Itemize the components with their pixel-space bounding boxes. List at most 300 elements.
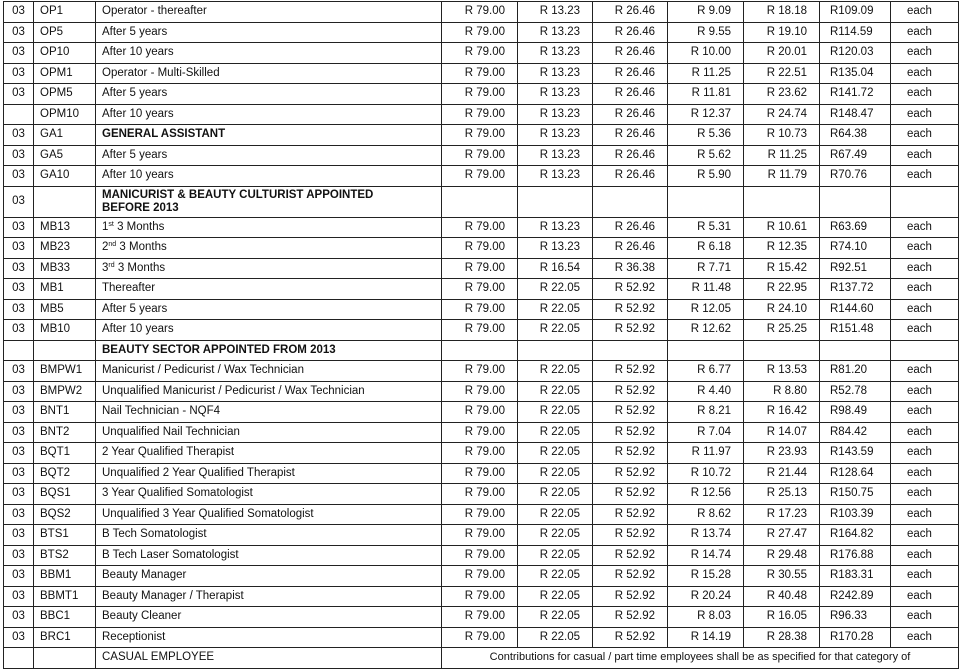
amount-cell: R 26.46 [593,84,668,105]
code-cell: MB10 [34,320,96,341]
amount-cell [518,340,593,361]
unit-cell: each [891,443,959,464]
amount-cell [442,340,518,361]
amount-cell: R 79.00 [442,22,518,43]
amount-cell: R 10.61 [744,217,820,238]
description-cell [96,320,442,341]
amount-cell: R 20.24 [668,586,744,607]
amount-cell: R 15.42 [744,258,820,279]
total-cell: R84.42 [820,422,891,443]
amount-cell [442,186,518,217]
amount-cell: R 22.05 [518,525,593,546]
amount-cell: R 26.46 [593,43,668,64]
description-text: Beauty Manager / Therapist [102,589,244,602]
amount-cell: R 52.92 [593,566,668,587]
table-row [4,43,959,64]
description-text: After 5 years [102,25,168,38]
description-cell [96,381,442,402]
area-cell: 03 [4,279,34,300]
amount-cell: R 14.07 [744,422,820,443]
description-cell [96,258,442,279]
description-cell [96,443,442,464]
total-cell: R114.59 [820,22,891,43]
area-cell: 03 [4,63,34,84]
amount-cell: R 17.23 [744,504,820,525]
amount-cell: R 79.00 [442,463,518,484]
amount-cell: R 13.53 [744,361,820,382]
amount-cell: R 11.48 [668,279,744,300]
amount-cell: R 30.55 [744,566,820,587]
code-cell: MB33 [34,258,96,279]
amount-cell: R 26.46 [593,104,668,125]
amount-cell: R 12.62 [668,320,744,341]
amount-cell: R 9.09 [668,2,744,23]
unit-cell: each [891,166,959,187]
amount-cell: R 14.19 [668,627,744,648]
table-body [4,2,959,648]
description-text: After 5 years [102,148,168,161]
area-cell: 03 [4,22,34,43]
area-cell: 03 [4,84,34,105]
total-cell: R170.28 [820,627,891,648]
amount-cell: R 7.04 [668,422,744,443]
amount-cell: R 26.46 [593,166,668,187]
amount-cell: R 79.00 [442,125,518,146]
description-cell [96,186,442,217]
description-cell [96,217,442,238]
code-cell: BBC1 [34,607,96,628]
amount-cell: R 23.93 [744,443,820,464]
area-cell: 03 [4,145,34,166]
table-row [4,279,959,300]
unit-cell: each [891,566,959,587]
table-row [4,63,959,84]
amount-cell: R 79.00 [442,2,518,23]
amount-cell: R 26.46 [593,217,668,238]
amount-cell: R 6.77 [668,361,744,382]
ordinal-suffix: st [108,220,114,228]
description-text: Beauty Manager [102,569,187,582]
amount-cell: R 79.00 [442,566,518,587]
area-cell: 03 [4,484,34,505]
code-cell: MB1 [34,279,96,300]
contribution-table [3,1,959,669]
description-cell [96,525,442,546]
code-cell: OPM1 [34,63,96,84]
amount-cell: R 36.38 [593,258,668,279]
code-cell: GA10 [34,166,96,187]
amount-cell: R 26.46 [593,238,668,259]
amount-cell: R 12.35 [744,238,820,259]
amount-cell: R 79.00 [442,402,518,423]
description-text: 3 Months [117,261,166,274]
code-cell: BBMT1 [34,586,96,607]
ordinal-number: 3 [102,261,109,274]
amount-cell: R 79.00 [442,299,518,320]
amount-cell: R 79.00 [442,258,518,279]
total-cell: R151.48 [820,320,891,341]
unit-cell: each [891,2,959,23]
table-row [4,627,959,648]
description-text-line2: BEFORE 2013 [102,201,179,214]
code-cell: BNT2 [34,422,96,443]
amount-cell: R 13.23 [518,84,593,105]
total-cell: R120.03 [820,43,891,64]
description-text: After 10 years [102,323,174,336]
amount-cell: R 79.00 [442,607,518,628]
unit-cell: each [891,84,959,105]
amount-cell: R 8.80 [744,381,820,402]
code-cell: BBM1 [34,566,96,587]
amount-cell: R 22.05 [518,627,593,648]
description-cell [96,607,442,628]
description-cell [96,63,442,84]
description-text: Unqualified 3 Year Qualified Somatologist [102,507,314,520]
amount-cell: R 11.25 [668,63,744,84]
table-row [4,125,959,146]
total-cell: R63.69 [820,217,891,238]
description-cell [96,104,442,125]
unit-cell: each [891,402,959,423]
code-cell: OP1 [34,2,96,23]
amount-cell: R 13.23 [518,2,593,23]
total-cell: R150.75 [820,484,891,505]
total-cell: R141.72 [820,84,891,105]
amount-cell: R 27.47 [744,525,820,546]
code-cell: GA5 [34,145,96,166]
amount-cell: R 79.00 [442,238,518,259]
code-cell: BTS2 [34,545,96,566]
area-cell: 03 [4,381,34,402]
amount-cell: R 52.92 [593,586,668,607]
unit-cell: each [891,279,959,300]
amount-cell: R 18.18 [744,2,820,23]
amount-cell: R 22.51 [744,63,820,84]
amount-cell: R 13.23 [518,238,593,259]
code-cell: BQS1 [34,484,96,505]
total-cell: R183.31 [820,566,891,587]
description-cell [96,627,442,648]
description-text: 3 Months [119,241,167,254]
casual-label: CASUAL EMPLOYEE [96,648,442,669]
unit-cell: each [891,104,959,125]
amount-cell: R 8.21 [668,402,744,423]
amount-cell: R 22.05 [518,463,593,484]
amount-cell: R 16.05 [744,607,820,628]
unit-cell: each [891,586,959,607]
amount-cell: R 52.92 [593,463,668,484]
description-text: Operator - thereafter [102,5,207,18]
amount-cell: R 13.23 [518,217,593,238]
amount-cell: R 14.74 [668,545,744,566]
total-cell [820,186,891,217]
description-text: BEAUTY SECTOR APPOINTED FROM 2013 [102,343,336,356]
amount-cell: R 21.44 [744,463,820,484]
amount-cell: R 13.23 [518,125,593,146]
amount-cell: R 79.00 [442,217,518,238]
description-text: Beauty Cleaner [102,610,182,623]
amount-cell: R 52.92 [593,361,668,382]
table-row [4,504,959,525]
amount-cell: R 13.23 [518,63,593,84]
code-cell [34,340,96,361]
amount-cell [668,186,744,217]
description-text: Thereafter [102,282,156,295]
unit-cell [891,186,959,217]
amount-cell: R 13.23 [518,43,593,64]
area-cell: 03 [4,238,34,259]
code-cell [34,186,96,217]
amount-cell: R 79.00 [442,525,518,546]
code-cell: MB13 [34,217,96,238]
amount-cell: R 52.92 [593,525,668,546]
amount-cell: R 5.62 [668,145,744,166]
amount-cell: R 22.05 [518,279,593,300]
unit-cell: each [891,484,959,505]
description-cell [96,586,442,607]
description-text: After 5 years [102,87,168,100]
description-text: B Tech Laser Somatologist [102,548,239,561]
amount-cell [744,186,820,217]
description-cell [96,340,442,361]
description-text: B Tech Somatologist [102,528,207,541]
amount-cell: R 79.00 [442,586,518,607]
amount-cell: R 6.18 [668,238,744,259]
amount-cell: R 25.25 [744,320,820,341]
unit-cell: each [891,299,959,320]
area-cell [4,340,34,361]
code-cell: MB23 [34,238,96,259]
total-cell: R135.04 [820,63,891,84]
table-row [4,145,959,166]
total-cell: R81.20 [820,361,891,382]
description-text: MANICURIST & BEAUTY CULTURIST APPOINTED [102,188,374,201]
amount-cell: R 10.73 [744,125,820,146]
area-cell: 03 [4,2,34,23]
amount-cell: R 13.23 [518,22,593,43]
ordinal-number: 2 [102,241,109,254]
unit-cell: each [891,463,959,484]
area-cell: 03 [4,463,34,484]
amount-cell: R 11.97 [668,443,744,464]
description-text: Operator - Multi-Skilled [102,66,220,79]
amount-cell: R 79.00 [442,279,518,300]
area-cell: 03 [4,607,34,628]
total-cell: R74.10 [820,238,891,259]
code-cell: OP5 [34,22,96,43]
casual-area-cell [4,648,34,669]
unit-cell: each [891,258,959,279]
table-row [4,166,959,187]
amount-cell: R 10.72 [668,463,744,484]
description-cell [96,463,442,484]
amount-cell: R 52.92 [593,443,668,464]
table-row [4,104,959,125]
amount-cell: R 79.00 [442,422,518,443]
area-cell: 03 [4,217,34,238]
unit-cell: each [891,320,959,341]
amount-cell: R 79.00 [442,545,518,566]
area-cell: 03 [4,320,34,341]
area-cell: 03 [4,504,34,525]
amount-cell: R 22.05 [518,443,593,464]
amount-cell: R 5.31 [668,217,744,238]
unit-cell: each [891,545,959,566]
table-row [4,2,959,23]
description-text: 2 Year Qualified Therapist [102,446,235,459]
amount-cell: R 29.48 [744,545,820,566]
casual-note: Contributions for casual / part time employees shall be as specified for that category of [442,648,959,669]
unit-cell: each [891,22,959,43]
table-row [4,525,959,546]
description-text: Receptionist [102,630,166,643]
description-text: After 10 years [102,169,174,182]
description-cell [96,299,442,320]
amount-cell [744,340,820,361]
amount-cell: R 22.05 [518,320,593,341]
amount-cell: R 22.05 [518,586,593,607]
amount-cell: R 22.05 [518,299,593,320]
area-cell: 03 [4,422,34,443]
amount-cell: R 52.92 [593,504,668,525]
code-cell: BQT2 [34,463,96,484]
amount-cell: R 79.00 [442,361,518,382]
total-cell: R98.49 [820,402,891,423]
total-cell: R92.51 [820,258,891,279]
amount-cell [593,340,668,361]
amount-cell: R 79.00 [442,104,518,125]
table-row [4,238,959,259]
amount-cell: R 28.38 [744,627,820,648]
table-row [4,422,959,443]
amount-cell: R 8.62 [668,504,744,525]
total-cell: R137.72 [820,279,891,300]
total-cell: R109.09 [820,2,891,23]
amount-cell: R 26.46 [593,145,668,166]
amount-cell: R 22.05 [518,504,593,525]
unit-cell: each [891,125,959,146]
description-cell [96,22,442,43]
area-cell: 03 [4,586,34,607]
description-text: Unqualified Nail Technician [102,425,240,438]
amount-cell: R 24.10 [744,299,820,320]
area-cell: 03 [4,402,34,423]
table-row [4,186,959,217]
area-cell [4,104,34,125]
unit-cell: each [891,525,959,546]
amount-cell: R 22.05 [518,422,593,443]
amount-cell: R 79.00 [442,627,518,648]
total-cell: R176.88 [820,545,891,566]
description-cell [96,2,442,23]
description-cell [96,279,442,300]
table-row [4,22,959,43]
amount-cell [593,186,668,217]
description-cell [96,402,442,423]
table-row [4,443,959,464]
amount-cell: R 22.05 [518,484,593,505]
unit-cell: each [891,217,959,238]
description-cell [96,166,442,187]
amount-cell: R 52.92 [593,402,668,423]
amount-cell: R 52.92 [593,422,668,443]
amount-cell: R 12.37 [668,104,744,125]
amount-cell: R 52.92 [593,484,668,505]
amount-cell: R 52.92 [593,299,668,320]
table-row [4,545,959,566]
amount-cell: R 10.00 [668,43,744,64]
unit-cell [891,340,959,361]
amount-cell: R 79.00 [442,381,518,402]
amount-cell: R 26.46 [593,63,668,84]
amount-cell: R 4.40 [668,381,744,402]
amount-cell: R 22.05 [518,381,593,402]
table-row [4,340,959,361]
area-cell: 03 [4,627,34,648]
area-cell: 03 [4,361,34,382]
description-cell [96,125,442,146]
unit-cell: each [891,63,959,84]
area-cell: 03 [4,43,34,64]
amount-cell: R 5.90 [668,166,744,187]
amount-cell: R 52.92 [593,279,668,300]
area-cell: 03 [4,545,34,566]
description-cell [96,566,442,587]
description-text: Unqualified 2 Year Qualified Therapist [102,466,295,479]
description-cell [96,43,442,64]
description-cell [96,84,442,105]
code-cell: BTS1 [34,525,96,546]
total-cell: R64.38 [820,125,891,146]
table-row [4,381,959,402]
amount-cell: R 13.23 [518,166,593,187]
description-cell [96,145,442,166]
amount-cell: R 22.05 [518,566,593,587]
casual-row [4,648,959,669]
total-cell: R148.47 [820,104,891,125]
unit-cell: each [891,607,959,628]
amount-cell: R 52.92 [593,320,668,341]
unit-cell: each [891,238,959,259]
area-cell: 03 [4,166,34,187]
description-text: After 5 years [102,302,168,315]
amount-cell: R 22.05 [518,361,593,382]
code-cell: BNT1 [34,402,96,423]
description-cell [96,361,442,382]
table-row [4,320,959,341]
amount-cell: R 52.92 [593,381,668,402]
code-cell: GA1 [34,125,96,146]
table-row [4,463,959,484]
amount-cell: R 22.05 [518,402,593,423]
amount-cell: R 26.46 [593,125,668,146]
code-cell: OPM5 [34,84,96,105]
total-cell: R67.49 [820,145,891,166]
unit-cell: each [891,381,959,402]
table-row [4,484,959,505]
amount-cell: R 79.00 [442,145,518,166]
amount-cell: R 52.92 [593,627,668,648]
table-row [4,217,959,238]
code-cell: BRC1 [34,627,96,648]
code-cell: OP10 [34,43,96,64]
table-row [4,361,959,382]
amount-cell: R 8.03 [668,607,744,628]
amount-cell: R 16.54 [518,258,593,279]
unit-cell: each [891,627,959,648]
amount-cell: R 12.56 [668,484,744,505]
description-text: After 10 years [102,46,174,59]
